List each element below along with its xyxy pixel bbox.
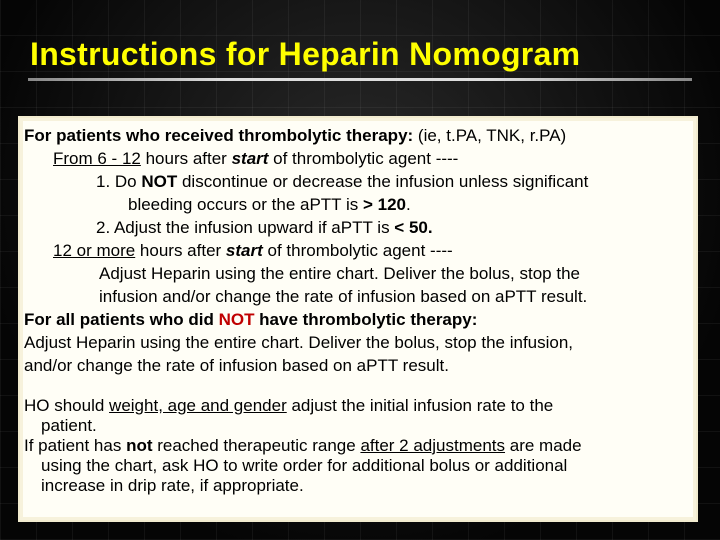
non-thrombolytic-heading-b: have thrombolytic therapy: xyxy=(254,310,478,329)
item-1-cont-text: bleeding occurs or the aPTT is xyxy=(128,195,363,214)
item-1-threshold: > 120 xyxy=(362,195,406,214)
window-12-plus-line-2: infusion and/or change the rate of infusion based on aPTT result. xyxy=(99,287,588,306)
window-6-12-mid: hours after xyxy=(140,149,232,168)
non-thrombolytic-heading xyxy=(24,308,696,331)
ho-therapeutic-cont-2: increase in drip rate, if appropriate. xyxy=(41,476,304,495)
section-spacer xyxy=(24,377,696,396)
window-12-plus-tail: of thrombolytic agent ---- xyxy=(262,241,453,260)
ho-therapeutic-cont-1: using the chart, ask HO to write order for additional bolus or additional xyxy=(41,456,568,475)
slide-title: Instructions for Heparin Nomogram xyxy=(30,36,581,72)
instructions-panel xyxy=(18,116,698,522)
item-2-text: 2. Adjust the infusion upward if aPTT is xyxy=(96,218,395,237)
thrombolytic-heading xyxy=(24,124,696,147)
ho-weight-note-cont: patient. xyxy=(41,416,97,435)
thrombolytic-heading-text: For patients who received thrombolytic therapy: xyxy=(24,126,414,145)
non-thrombolytic-line-2: and/or change the rate of infusion based on aPTT result. xyxy=(24,356,449,375)
window-6-12-range: From 6 - 12 xyxy=(53,149,141,168)
window-6-12-tail: of thrombolytic agent ---- xyxy=(268,149,459,168)
ho-weight-underlined: weight, age and gender xyxy=(109,396,287,415)
window-12-plus-heading xyxy=(24,239,696,262)
ho-weight-b: adjust the initial infusion rate to the xyxy=(286,396,554,415)
window-6-12-item-2 xyxy=(24,216,696,239)
window-12-plus-mid: hours after xyxy=(135,241,226,260)
non-thrombolytic-line-1: Adjust Heparin using the entire chart. Deliver the bolus, stop the infusion, xyxy=(24,333,574,352)
item-1-period: . xyxy=(406,195,411,214)
ho-therapeutic-b: reached therapeutic range xyxy=(152,436,361,455)
item-2-threshold: < 50. xyxy=(394,218,433,237)
ho-therapeutic-not: not xyxy=(126,436,153,455)
non-thrombolytic-heading-a: For all patients who did xyxy=(24,310,219,329)
thrombolytic-examples: (ie, t.PA, TNK, r.PA) xyxy=(413,126,567,145)
ho-therapeutic-a: If patient has xyxy=(24,436,127,455)
ho-therapeutic-underlined: after 2 adjustments xyxy=(360,436,506,455)
window-12-plus-range: 12 or more xyxy=(53,241,136,260)
title-divider xyxy=(28,78,692,81)
ho-therapeutic-note xyxy=(24,436,696,456)
ho-weight-note xyxy=(24,396,696,416)
window-6-12-item-1-cont xyxy=(24,193,696,216)
window-12-plus-line-1: Adjust Heparin using the entire chart. Deliver the bolus, stop the xyxy=(99,264,580,283)
window-6-12-start: start xyxy=(231,149,269,168)
ho-weight-a: HO should xyxy=(24,396,110,415)
window-6-12-heading xyxy=(24,147,696,170)
non-thrombolytic-not: NOT xyxy=(218,310,255,329)
item-1-prefix: 1. Do xyxy=(96,172,142,191)
window-6-12-item-1 xyxy=(24,170,696,193)
item-1-not: NOT xyxy=(141,172,178,191)
window-12-plus-start: start xyxy=(225,241,263,260)
item-1-text: discontinue or decrease the infusion unless significant xyxy=(177,172,589,191)
ho-therapeutic-c: are made xyxy=(505,436,582,455)
